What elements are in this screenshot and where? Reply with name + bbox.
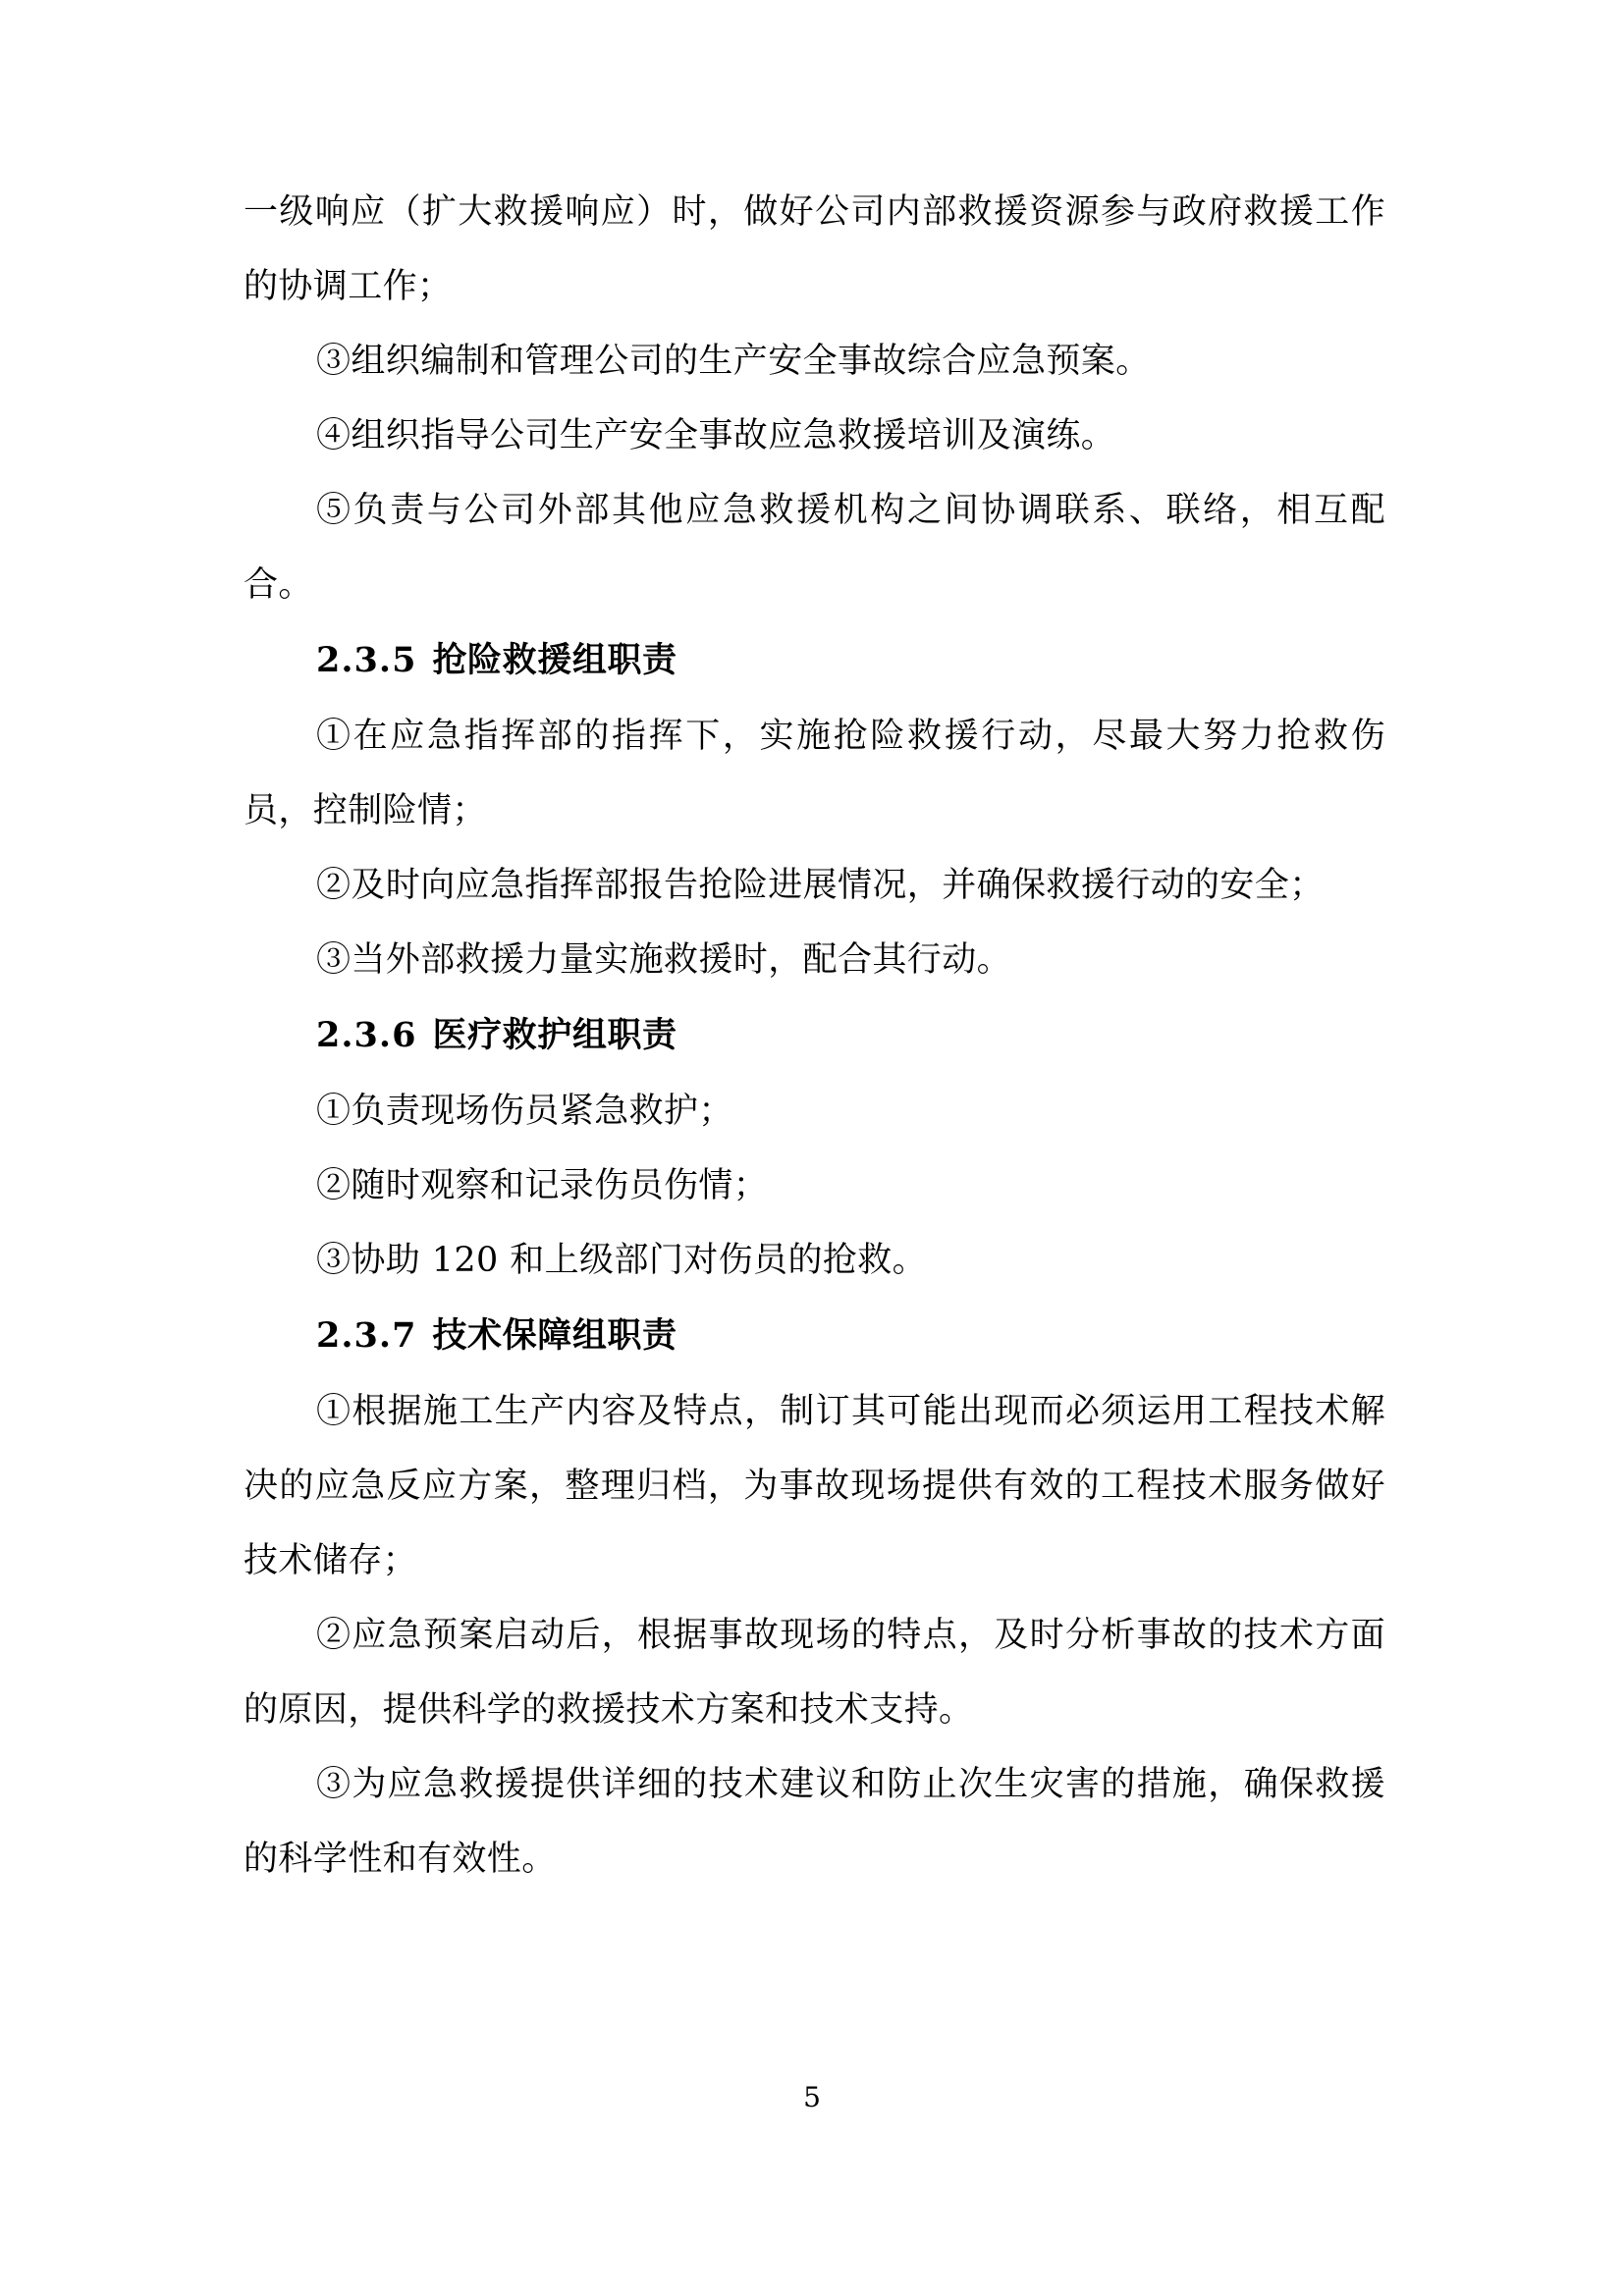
paragraph: 一级响应（扩大救援响应）时，做好公司内部救援资源参与政府救援工作的协调工作； — [244, 192, 1385, 306]
paragraph: ③协助 120 和上级部门对伤员的抢救。 — [316, 1241, 928, 1280]
section-heading — [244, 997, 1385, 1074]
paragraph: ③为应急救援提供详细的技术建议和防止次生灾害的措施，确保救援的科学性和有效性。 — [244, 1765, 1385, 1879]
paragraph: ②及时向应急指挥部报告抢险进展情况，并确保救援行动的安全； — [316, 866, 1325, 905]
paragraph: ①负责现场伤员紧急救护； — [316, 1092, 733, 1131]
section-number: 2.3.6 — [316, 1015, 417, 1055]
section-title: 抢险救援组职责 — [432, 640, 677, 680]
document-body — [244, 175, 1385, 1896]
section-number: 2.3.5 — [316, 640, 417, 680]
page-number: 5 — [803, 2081, 821, 2113]
section-heading — [244, 622, 1385, 699]
section-title: 技术保障组职责 — [432, 1315, 677, 1356]
paragraph: ②随时观察和记录伤员伤情； — [316, 1166, 769, 1205]
section-number: 2.3.7 — [316, 1315, 417, 1356]
paragraph: ①在应急指挥部的指挥下，实施抢险救援行动，尽最大努力抢救伤员，控制险情； — [244, 717, 1385, 830]
section-heading — [244, 1298, 1385, 1374]
paragraph: ③当外部救援力量实施救援时，配合其行动。 — [316, 940, 1012, 980]
section-title: 医疗救护组职责 — [432, 1015, 677, 1055]
paragraph: ④组织指导公司生产安全事故应急救援培训及演练。 — [316, 416, 1116, 455]
paragraph: ⑤负责与公司外部其他应急救援机构之间协调联系、联络，相互配合。 — [244, 491, 1385, 605]
paragraph: ②应急预案启动后，根据事故现场的特点，及时分析事故的技术方面的原因，提供科学的救援技术方案和技术支持。 — [244, 1616, 1385, 1730]
paragraph: ③组织编制和管理公司的生产安全事故综合应急预案。 — [316, 342, 1151, 381]
paragraph: ①根据施工生产内容及特点，制订其可能出现而必须运用工程技术解决的应急反应方案，整理归档，为事故现场提供有效的工程技术服务做好技术储存； — [244, 1392, 1385, 1580]
